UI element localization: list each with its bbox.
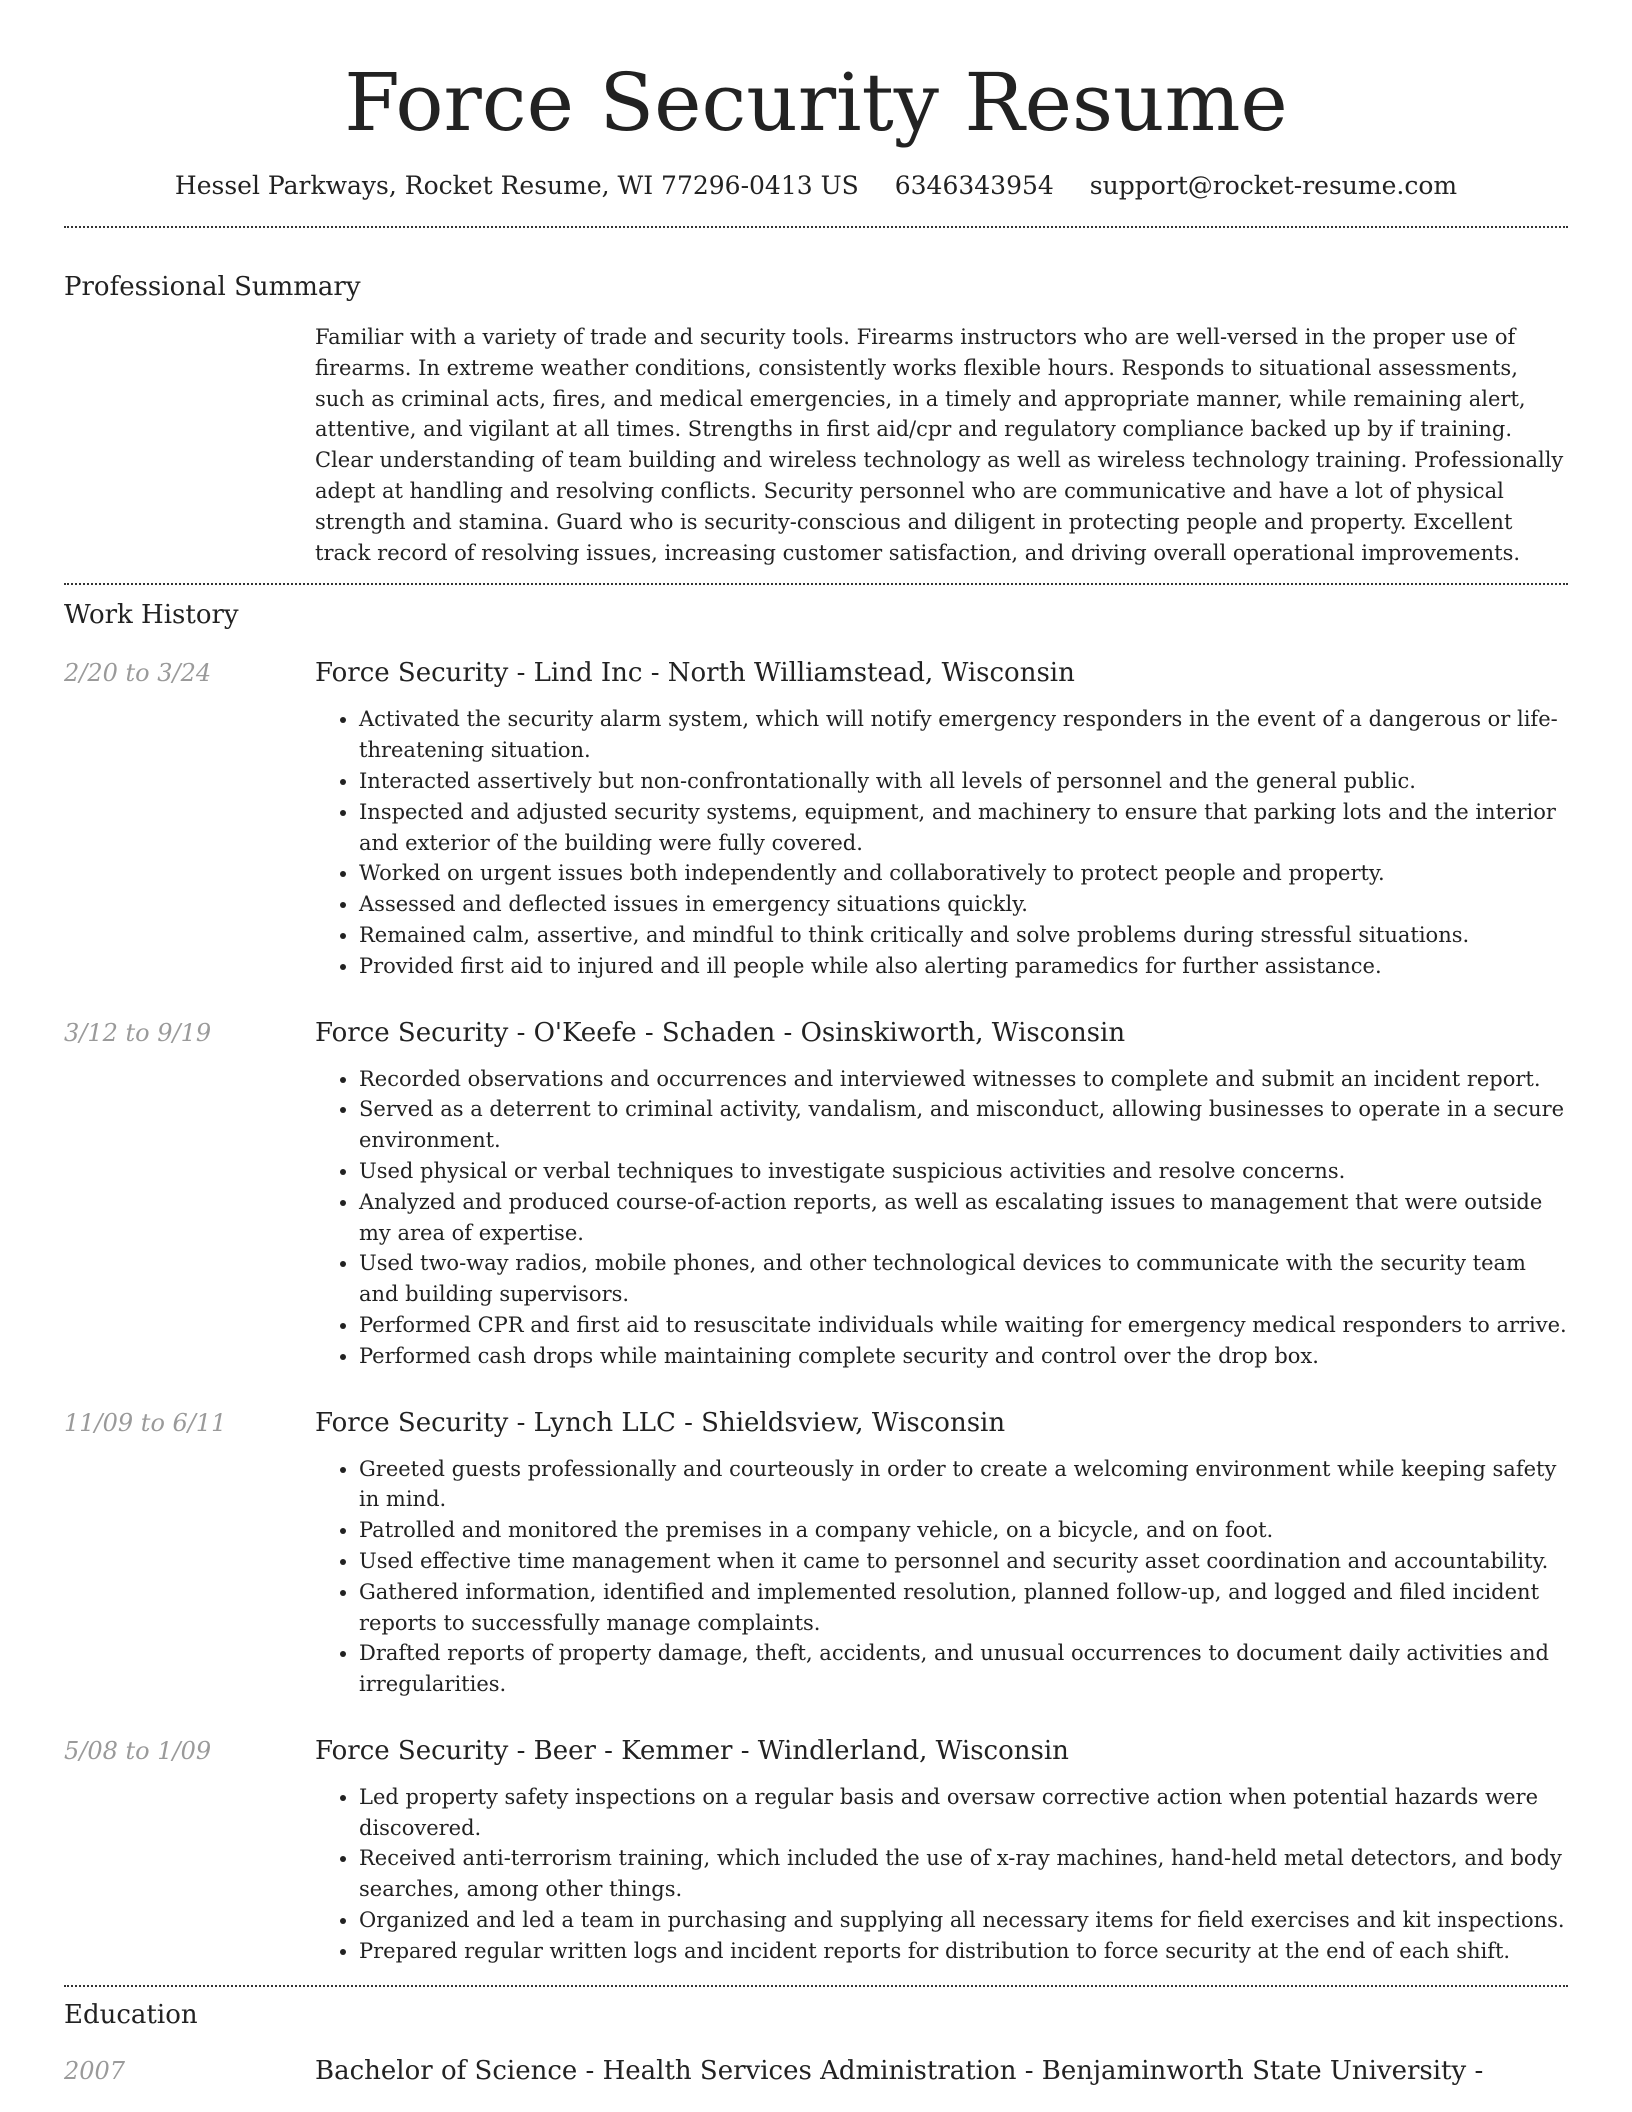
contact-email: support@rocket-resume.com bbox=[1089, 171, 1458, 200]
list-item: • Patrolled and monitored the premises in a company vehicle, on a bicycle, and on foot. bbox=[359, 1515, 1568, 1546]
summary-heading: Professional Summary bbox=[64, 272, 361, 302]
job-title: Force Security - Beer - Kemmer - Windlerland, Wisconsin bbox=[315, 1735, 1069, 1766]
list-item: • Remained calm, assertive, and mindful to think critically and solve problems during stressful situations. bbox=[359, 920, 1568, 951]
section-divider bbox=[64, 1985, 1568, 1987]
list-item: • Performed CPR and first aid to resuscitate individuals while waiting for emergency medical responders to arrive. bbox=[359, 1310, 1568, 1341]
education-heading: Education bbox=[64, 1999, 198, 2030]
contact-line bbox=[64, 169, 1568, 203]
job-dates: 3/12 to 9/19 bbox=[64, 1018, 212, 1047]
job-bullets bbox=[315, 1454, 1568, 1700]
summary-text: Familiar with a variety of trade and security tools. Firearms instructors who are well-versed in the proper use of firearms. In extreme weather conditions, consistently works flexible hours. Responds to situational assessments, such as criminal acts, fires, and medical emergencies, in a timely and appropriate manner, while remaining alert, attentive, and vigilant at all times. Strengths in first aid/cpr and regulatory compliance backed up by if training. Clear understanding of team building and wireless technology as well as wireless technology training. Professionally adept at handling and resolving conflicts. Security personnel who are communicative and have a lot of physical strength and stamina. Guard who is security-conscious and diligent in protecting people and property. Excellent track record of resolving issues, increasing customer satisfaction, and driving overall operational improvements. bbox=[315, 325, 1564, 565]
list-item: • Prepared regular written logs and incident reports for distribution to force security at the end of each shift. bbox=[359, 1936, 1568, 1967]
list-item: • Organized and led a team in purchasing and supplying all necessary items for field exercises and kit inspections. bbox=[359, 1905, 1568, 1936]
list-item: • Used two-way radios, mobile phones, and other technological devices to communicate with the security team and building supervisors. bbox=[359, 1248, 1568, 1310]
job-entry bbox=[64, 1406, 1568, 1700]
list-item: • Drafted reports of property damage, theft, accidents, and unusual occurrences to document daily activities and irregularities. bbox=[359, 1638, 1568, 1700]
job-entry bbox=[64, 1016, 1568, 1372]
job-bullets bbox=[315, 1782, 1568, 1967]
contact-address: Hessel Parkways, Rocket Resume, WI 77296-0413 US bbox=[174, 171, 859, 200]
job-entry bbox=[64, 1734, 1568, 1967]
section-divider bbox=[64, 583, 1568, 585]
resume-title: Force Security Resume bbox=[344, 56, 1288, 149]
education-year: 2007 bbox=[64, 2056, 126, 2085]
list-item: • Greeted guests professionally and courteously in order to create a welcoming environment while keeping safety in mind. bbox=[359, 1454, 1568, 1516]
list-item: • Gathered information, identified and implemented resolution, planned follow-up, and logged and filed incident reports to successfully manage complaints. bbox=[359, 1577, 1568, 1639]
job-title: Force Security - Lind Inc - North Williamstead, Wisconsin bbox=[315, 658, 1075, 689]
list-item: • Performed cash drops while maintaining complete security and control over the drop box. bbox=[359, 1341, 1568, 1372]
list-item: • Served as a deterrent to criminal activity, vandalism, and misconduct, allowing businesses to operate in a secure environment. bbox=[359, 1094, 1568, 1156]
work-history-heading: Work History bbox=[64, 600, 239, 631]
list-item: • Assessed and deflected issues in emergency situations quickly. bbox=[359, 889, 1568, 920]
list-item: • Worked on urgent issues both independently and collaboratively to protect people and property. bbox=[359, 858, 1568, 889]
job-title: Force Security - O'Keefe - Schaden - Osinskiworth, Wisconsin bbox=[315, 1017, 1126, 1048]
contact-phone: 6346343954 bbox=[894, 171, 1054, 200]
list-item: • Led property safety inspections on a regular basis and oversaw corrective action when potential hazards were discovered. bbox=[359, 1782, 1568, 1844]
list-item: • Provided first aid to injured and ill people while also alerting paramedics for further assistance. bbox=[359, 951, 1568, 982]
education-entry bbox=[64, 2054, 1568, 2088]
job-dates: 11/09 to 6/11 bbox=[64, 1408, 227, 1437]
education-title: Bachelor of Science - Health Services Administration - Benjaminworth State University - bbox=[315, 2055, 1484, 2086]
section-divider bbox=[64, 226, 1568, 228]
job-title: Force Security - Lynch LLC - Shieldsview, Wisconsin bbox=[315, 1407, 1006, 1438]
resume-page bbox=[64, 0, 1568, 2088]
list-item: • Analyzed and produced course-of-action reports, as well as escalating issues to management that were outside my area of expertise. bbox=[359, 1187, 1568, 1249]
list-item: • Inspected and adjusted security systems, equipment, and machinery to ensure that parking lots and the interior and exterior of the building were fully covered. bbox=[359, 797, 1568, 859]
job-entry bbox=[64, 656, 1568, 981]
job-bullets bbox=[315, 704, 1568, 981]
job-dates: 2/20 to 3/24 bbox=[64, 659, 212, 688]
list-item: • Received anti-terrorism training, which included the use of x-ray machines, hand-held metal detectors, and body searches, among other things. bbox=[359, 1843, 1568, 1905]
list-item: • Recorded observations and occurrences and interviewed witnesses to complete and submit an incident report. bbox=[359, 1064, 1568, 1095]
list-item: • Used effective time management when it came to personnel and security asset coordination and accountability. bbox=[359, 1546, 1568, 1577]
list-item: • Used physical or verbal techniques to investigate suspicious activities and resolve concerns. bbox=[359, 1156, 1568, 1187]
job-bullets bbox=[315, 1064, 1568, 1372]
list-item: • Activated the security alarm system, which will notify emergency responders in the event of a dangerous or life-threatening situation. bbox=[359, 704, 1568, 766]
list-item: • Interacted assertively but non-confrontationally with all levels of personnel and the general public. bbox=[359, 766, 1568, 797]
job-dates: 5/08 to 1/09 bbox=[64, 1736, 212, 1765]
